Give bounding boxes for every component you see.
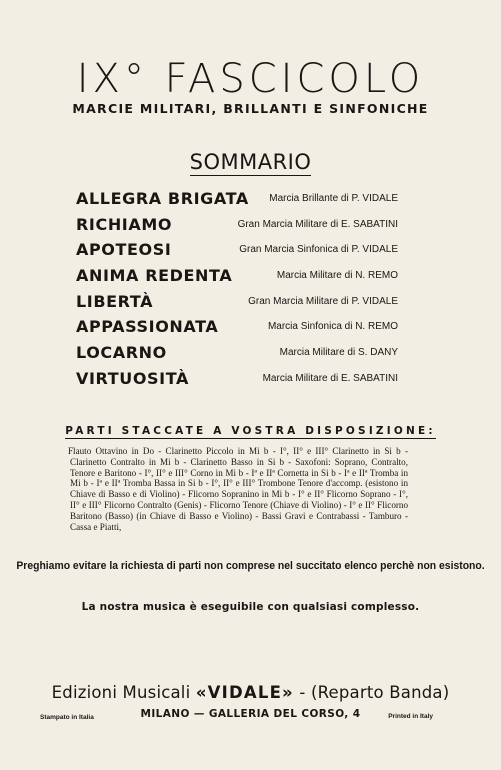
toc-item-description: Marcia Brillante di P. VIDALE <box>269 193 398 204</box>
toc-item <box>76 317 398 343</box>
toc-item <box>76 266 398 292</box>
page-subtitle: MARCIE MILITARI, BRILLANTI E SINFONICHE <box>72 101 429 116</box>
toc-item-description: Marcia Militare di E. SABATINI <box>262 372 398 384</box>
toc-item-title: LOCARNO <box>76 343 167 363</box>
page-title: IX° FASCICOLO <box>76 56 425 102</box>
toc-item-title: ALLEGRA BRIGATA <box>76 189 249 208</box>
toc-item-description: Marcia Militare di S. DANY <box>279 347 398 359</box>
publisher-brand: «VIDALE» <box>195 683 294 702</box>
publisher-address: MILANO — GALLERIA DEL CORSO, 4 <box>140 708 361 720</box>
toc-item-description: Gran Marcia Militare di E. SABATINI <box>237 218 398 230</box>
toc-item-description: Marcia Militare di N. REMO <box>276 270 398 282</box>
toc-item <box>76 343 398 369</box>
printed-in-italy-note-en: Printed in Italy <box>388 713 433 720</box>
publisher-line <box>0 683 501 702</box>
toc-item-description: Gran Marcia Militare di P. VIDALE <box>248 295 398 307</box>
toc-item-title: APPASSIONATA <box>76 317 219 337</box>
parti-staccate-heading <box>0 425 501 437</box>
parti-staccate-list: Flauto Ottavino in Do - Clarinetto Piccolo in Mi b - I°, II° e III° Clarinetto in Si b - Clarinetto Contralto in Mi b - Clarinetto Basso in Si b - Saxofoni: Soprano, Contralto, Tenore e Baritono - I°, II° e III° Corno in Mi b - Iª e IIª Cornetta in Si b - Iª e IIª Tromba in Mi b - Iª e IIª Tromba Bassa in Si b - I°, II° e III° Trombone Tenore d'accomp. (esistono in Chiave di Basso e di Violino) - Flicorno Sopranino in Mi b - I° e II° Flicorno Soprano - I°, II° e III° Flicorno Contralto (Genis) - Flicorno Tenore (Chiave di Violino) - I° e II° Flicorno Baritono (Basso) (in Chiave di Basso e Violino) - Bassi Gravi e Contrabassi - Tamburo - Cassa e Piatti, <box>68 446 408 532</box>
toc-item <box>76 215 398 241</box>
parti-staccate-heading-text: PARTI STACCATE A VOSTRA DISPOSIZIONE: <box>65 425 436 437</box>
sommario-heading-text: SOMMARIO <box>189 150 312 174</box>
toc-item <box>76 189 398 215</box>
ensemble-notice: La nostra musica è eseguibile con qualsiasi complesso. <box>81 601 420 613</box>
publisher-prefix: Edizioni Musicali <box>51 683 196 702</box>
toc-item-description: Marcia Sinfonica di N. REMO <box>267 321 398 333</box>
toc-item-title: RICHIAMO <box>76 214 173 234</box>
publisher-suffix: - (Reparto Banda) <box>293 683 450 702</box>
toc-item-title: VIRTUOSITÀ <box>76 368 189 388</box>
toc-item-title: ANIMA REDENTA <box>76 266 233 286</box>
toc-item-title: APOTEOSI <box>76 240 172 260</box>
table-of-contents <box>76 189 398 395</box>
sommario-heading <box>0 150 501 174</box>
toc-item <box>76 369 398 395</box>
toc-item <box>76 240 398 266</box>
request-notice: Preghiamo evitare la richiesta di parti non comprese nel succitato elenco perchè non esistono. <box>16 560 485 573</box>
toc-item-description: Gran Marcia Sinfonica di P. VIDALE <box>239 244 398 256</box>
toc-item <box>76 292 398 318</box>
printed-in-italy-note-it: Stampato in Italia <box>40 714 94 721</box>
toc-item-title: LIBERTÀ <box>76 291 154 311</box>
